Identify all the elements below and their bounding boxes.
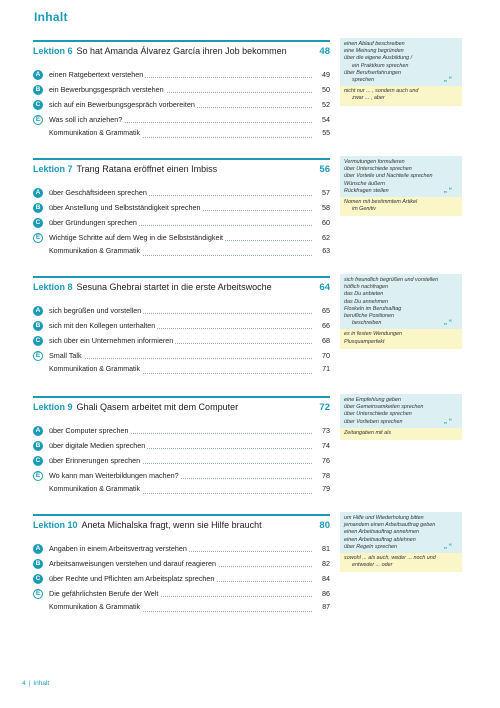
lesson-title: So hat Amanda Álvarez García ihren Job bekommen bbox=[76, 46, 287, 56]
grammar-line: Zeitangaben mit als bbox=[344, 429, 392, 436]
side-line: über Gemeinsamkeiten sprechen bbox=[344, 404, 424, 411]
toc-item[interactable] bbox=[33, 348, 330, 363]
side-line: Wünsche äußern bbox=[344, 180, 386, 187]
grammar-box bbox=[340, 553, 462, 572]
grammar-box bbox=[340, 329, 462, 348]
lesson-page-number: 48 bbox=[319, 46, 330, 57]
toc-item[interactable] bbox=[33, 230, 330, 245]
lesson-10 bbox=[33, 514, 330, 615]
toc-item-page: 65 bbox=[322, 306, 330, 315]
badge-c-icon: C bbox=[33, 218, 43, 228]
lesson-6 bbox=[33, 40, 330, 141]
page-footer bbox=[22, 680, 49, 687]
side-line: über Vorteile und Nachteile sprechen bbox=[344, 173, 433, 180]
badge-e-icon: E bbox=[33, 351, 43, 361]
badge-a-icon: A bbox=[33, 306, 43, 316]
side-line: das Du annehmen bbox=[344, 298, 389, 305]
toc-item-page: 70 bbox=[322, 351, 330, 360]
side-line: einen Arbeitsauftrag annehmen bbox=[344, 529, 420, 536]
side-line: um Hilfe und Wiederholung bitten bbox=[344, 515, 424, 521]
side-line: jemandem einen Arbeitsauftrag geben bbox=[344, 522, 436, 529]
side-line: über Berufserfahrungen bbox=[344, 69, 401, 76]
toc-item[interactable] bbox=[33, 423, 330, 438]
badge-c-icon: C bbox=[33, 336, 43, 346]
badge-e-icon: E bbox=[33, 471, 43, 481]
toc-item-text: sich begrüßen und vorstellen bbox=[49, 303, 143, 318]
toc-item-text: Kommunikation & Grammatik bbox=[49, 363, 142, 377]
lesson-title: Trang Ratana eröffnet einen Imbiss bbox=[76, 164, 218, 174]
kommunikation-grammatik-item[interactable] bbox=[33, 483, 330, 497]
lesson-title: Sesuna Ghebrai startet in die erste Arbeitswoche bbox=[76, 282, 272, 292]
side-line-text: über Regeln sprechen bbox=[344, 543, 398, 550]
grammar-box bbox=[340, 197, 462, 216]
toc-item-page: 82 bbox=[322, 559, 330, 568]
side-line: über die eigene Ausbildung / bbox=[344, 55, 413, 62]
side-panel-lesson-8 bbox=[340, 274, 462, 349]
toc-item-text: Kommunikation & Grammatik bbox=[49, 127, 142, 141]
toc-item[interactable] bbox=[33, 97, 330, 112]
toc-item-page: 52 bbox=[322, 100, 330, 109]
toc-item-page: 55 bbox=[322, 130, 330, 137]
grammar-line: es in festen Wendungen bbox=[344, 331, 403, 338]
side-line: höflich nachfragen bbox=[344, 284, 389, 291]
toc-item[interactable] bbox=[33, 571, 330, 586]
toc-item-text: über Geschäftsideen sprechen bbox=[49, 185, 149, 200]
toc-item-page: 73 bbox=[322, 426, 330, 435]
side-line: einen Arbeitsauftrag ablehnen bbox=[344, 536, 416, 543]
side-line-text: beschreiben bbox=[352, 320, 382, 327]
side-line-last bbox=[344, 188, 458, 195]
toc-item[interactable] bbox=[33, 438, 330, 453]
lesson-page-number: 64 bbox=[319, 282, 330, 293]
lesson-header bbox=[33, 514, 330, 536]
toc-item-text: Wichtige Schritte auf dem Weg in die Selbstständigkeit bbox=[49, 230, 225, 245]
toc-item-text: Kommunikation & Grammatik bbox=[49, 245, 142, 259]
side-line: über Unterschiede sprechen bbox=[344, 166, 412, 173]
side-line: Vermutungen formulieren bbox=[344, 159, 405, 165]
lesson-9 bbox=[33, 396, 330, 497]
badge-e-icon: E bbox=[33, 115, 43, 125]
toc-item[interactable] bbox=[33, 82, 330, 97]
side-line-last bbox=[344, 544, 458, 551]
toc-item-page: 76 bbox=[322, 456, 330, 465]
side-line: Floskeln im Berufsalltag bbox=[344, 305, 402, 312]
badge-b-icon: B bbox=[33, 85, 43, 95]
quote-icon: „ “ bbox=[443, 319, 452, 327]
badge-b-icon: B bbox=[33, 321, 43, 331]
badge-b-icon: B bbox=[33, 559, 43, 569]
toc-item-page: 87 bbox=[322, 604, 330, 611]
toc-item-page: 79 bbox=[322, 486, 330, 493]
toc-item-page: 58 bbox=[322, 203, 330, 212]
toc-item[interactable] bbox=[33, 67, 330, 82]
toc-item-text: Arbeitsanweisungen verstehen und darauf reagieren bbox=[49, 556, 218, 571]
side-line-text: über Vorlieben sprechen bbox=[344, 418, 403, 425]
toc-item[interactable] bbox=[33, 303, 330, 318]
side-line-text: sprechen bbox=[352, 76, 375, 83]
toc-item-text: über Rechte und Pflichten am Arbeitsplatz sprechen bbox=[49, 571, 216, 586]
toc-item-page: 60 bbox=[322, 218, 330, 227]
toc-item[interactable] bbox=[33, 453, 330, 468]
lesson-8 bbox=[33, 276, 330, 377]
quote-icon: „ “ bbox=[443, 417, 452, 425]
lesson-title: Ghali Qasem arbeitet mit dem Computer bbox=[76, 402, 239, 412]
kommunikation-grammatik-item[interactable] bbox=[33, 127, 330, 141]
side-line-last bbox=[344, 77, 458, 84]
side-line-last bbox=[344, 320, 458, 327]
toc-item[interactable] bbox=[33, 215, 330, 230]
lesson-title: Aneta Michalska fragt, wenn sie Hilfe braucht bbox=[81, 520, 262, 530]
badge-e-icon: E bbox=[33, 233, 43, 243]
toc-item[interactable] bbox=[33, 586, 330, 601]
footer-page-number: 4 bbox=[22, 680, 26, 687]
lesson-header bbox=[33, 158, 330, 180]
toc-item-page: 84 bbox=[322, 574, 330, 583]
side-line: einen Ablauf beschreiben bbox=[344, 41, 405, 47]
lesson-page-number: 72 bbox=[319, 402, 330, 413]
lesson-page-number: 56 bbox=[319, 164, 330, 175]
lesson-7 bbox=[33, 158, 330, 259]
side-line: eine Meinung begründen bbox=[344, 48, 404, 55]
kommunikation-grammatik-item[interactable] bbox=[33, 245, 330, 259]
side-panel-lesson-7 bbox=[340, 156, 462, 216]
toc-item-page: 50 bbox=[322, 85, 330, 94]
toc-item-text: Kommunikation & Grammatik bbox=[49, 601, 142, 615]
side-line: berufliche Positionen bbox=[344, 312, 395, 319]
grammar-line: entweder ... oder bbox=[352, 562, 393, 569]
badge-a-icon: A bbox=[33, 426, 43, 436]
badge-a-icon: A bbox=[33, 70, 43, 80]
footer-separator: | bbox=[28, 680, 31, 687]
quote-icon: „ “ bbox=[443, 186, 452, 194]
side-line: über Unterschiede sprechen bbox=[344, 411, 412, 418]
toc-item-text: Was soll ich anziehen? bbox=[49, 112, 124, 127]
toc-item[interactable] bbox=[33, 468, 330, 483]
toc-item[interactable] bbox=[33, 318, 330, 333]
toc-item[interactable] bbox=[33, 112, 330, 127]
toc-item-text: Wo kann man Weiterbildungen machen? bbox=[49, 468, 181, 483]
grammar-box bbox=[340, 428, 462, 440]
lesson-label: Lektion 7 bbox=[33, 164, 73, 174]
lesson-header bbox=[33, 276, 330, 298]
toc-item[interactable] bbox=[33, 556, 330, 571]
side-panel-lesson-10 bbox=[340, 512, 462, 572]
side-panel-lesson-9 bbox=[340, 394, 462, 440]
toc-item-page: 68 bbox=[322, 336, 330, 345]
badge-e-icon: E bbox=[33, 589, 43, 599]
lesson-label: Lektion 8 bbox=[33, 282, 73, 292]
leader-dots bbox=[49, 358, 312, 359]
lesson-label: Lektion 10 bbox=[33, 520, 78, 530]
lesson-page-number: 80 bbox=[319, 520, 330, 531]
side-line-text: Rückfragen stellen bbox=[344, 187, 389, 194]
badge-c-icon: C bbox=[33, 574, 43, 584]
lesson-label: Lektion 6 bbox=[33, 46, 73, 56]
lesson-label: Lektion 9 bbox=[33, 402, 73, 412]
page-title: Inhalt bbox=[34, 10, 68, 24]
toc-item-text: Angaben in einem Arbeitsvertrag verstehen bbox=[49, 541, 189, 556]
side-line: das Du anbieten bbox=[344, 291, 384, 298]
badge-c-icon: C bbox=[33, 456, 43, 466]
footer-label: Inhalt bbox=[33, 680, 50, 687]
toc-item[interactable] bbox=[33, 185, 330, 200]
toc-item-page: 66 bbox=[322, 321, 330, 330]
kommunikation-grammatik-item[interactable] bbox=[33, 601, 330, 615]
quote-icon: „ “ bbox=[443, 542, 452, 550]
toc-item-text: einen Ratgebertext verstehen bbox=[49, 67, 145, 82]
lesson-header bbox=[33, 40, 330, 62]
toc-item[interactable] bbox=[33, 200, 330, 215]
toc-item-text: über digitale Medien sprechen bbox=[49, 438, 147, 453]
toc-item-page: 49 bbox=[322, 70, 330, 79]
toc-item[interactable] bbox=[33, 333, 330, 348]
grammar-line: Plusquamperfekt bbox=[344, 338, 385, 345]
toc-item-text: über Erinnerungen sprechen bbox=[49, 453, 142, 468]
toc-item-text: über Anstellung und Selbstständigkeit sprechen bbox=[49, 200, 202, 215]
grammar-line: zwar ... , aber bbox=[352, 95, 385, 102]
side-line: eine Empfehlung geben bbox=[344, 397, 401, 403]
badge-a-icon: A bbox=[33, 188, 43, 198]
toc-item-page: 62 bbox=[322, 233, 330, 242]
quote-icon: „ “ bbox=[443, 75, 452, 83]
toc-item-text: Die gefährlichsten Berufe der Welt bbox=[49, 586, 160, 601]
badge-a-icon: A bbox=[33, 544, 43, 554]
toc-item-text: sich auf ein Bewerbungsgespräch vorbereiten bbox=[49, 97, 197, 112]
toc-item-text: sich mit den Kollegen unterhalten bbox=[49, 318, 157, 333]
kommunikation-grammatik-item[interactable] bbox=[33, 363, 330, 377]
toc-item-text: ein Bewerbungsgespräch verstehen bbox=[49, 82, 166, 97]
toc-item-page: 78 bbox=[322, 471, 330, 480]
toc-item-text: sich über ein Unternehmen informieren bbox=[49, 333, 175, 348]
grammar-box bbox=[340, 86, 462, 105]
toc-item-page: 86 bbox=[322, 589, 330, 598]
toc-item-page: 74 bbox=[322, 441, 330, 450]
toc-item-page: 54 bbox=[322, 115, 330, 124]
toc-item-text: über Gründungen sprechen bbox=[49, 215, 139, 230]
badge-b-icon: B bbox=[33, 441, 43, 451]
grammar-line: nicht nur ... , sondern auch und bbox=[344, 88, 419, 95]
side-line: ein Praktikum sprechen bbox=[352, 62, 409, 69]
toc-item-text: über Computer sprechen bbox=[49, 423, 131, 438]
side-line-last bbox=[344, 419, 458, 426]
badge-c-icon: C bbox=[33, 100, 43, 110]
toc-item-page: 71 bbox=[322, 366, 330, 373]
toc-item-text: Kommunikation & Grammatik bbox=[49, 483, 142, 497]
grammar-line: im Genitiv bbox=[352, 206, 376, 213]
toc-item-page: 57 bbox=[322, 188, 330, 197]
grammar-line: sowohl ... als auch, weder ... noch und bbox=[344, 554, 436, 561]
toc-item-page: 81 bbox=[322, 544, 330, 553]
side-line: sich freundlich begrüßen und vorstellen bbox=[344, 277, 439, 283]
lesson-header bbox=[33, 396, 330, 418]
grammar-line: Nomen mit bestimmtem Artikel bbox=[344, 198, 418, 205]
badge-b-icon: B bbox=[33, 203, 43, 213]
toc-item-page: 63 bbox=[322, 248, 330, 255]
side-panel-lesson-6 bbox=[340, 38, 462, 106]
toc-item-text: Small Talk bbox=[49, 348, 84, 363]
toc-item[interactable] bbox=[33, 541, 330, 556]
